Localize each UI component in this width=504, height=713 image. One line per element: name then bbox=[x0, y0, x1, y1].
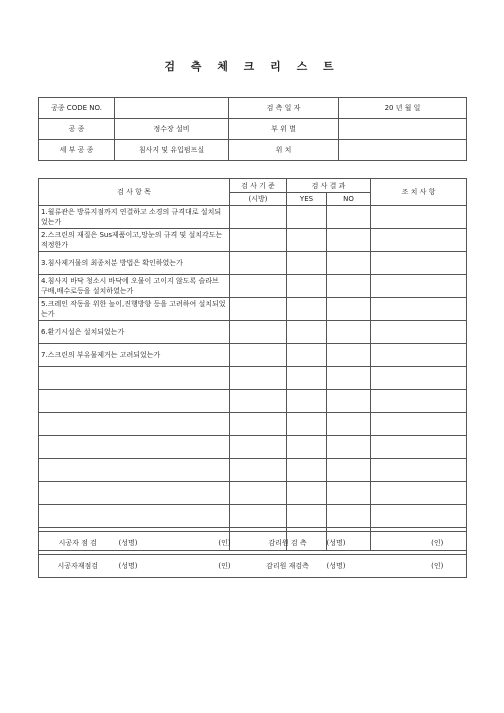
no-header: NO bbox=[327, 193, 371, 206]
item-action[interactable] bbox=[371, 459, 467, 482]
item-text bbox=[39, 505, 230, 528]
item-criteria[interactable] bbox=[230, 367, 287, 390]
item-criteria[interactable] bbox=[230, 436, 287, 459]
item-text bbox=[39, 482, 230, 505]
item-criteria[interactable] bbox=[230, 229, 287, 252]
items-header: 검 사 항 목 bbox=[39, 179, 230, 206]
result-header: 검 사 결 과 bbox=[287, 179, 371, 193]
item-action[interactable] bbox=[371, 505, 467, 528]
contractor-check-name[interactable]: (성명) bbox=[117, 532, 199, 555]
inspection-row bbox=[39, 275, 467, 298]
item-yes[interactable] bbox=[287, 275, 327, 298]
item-yes[interactable] bbox=[287, 252, 327, 275]
supervisor-check-name[interactable]: (성명) bbox=[325, 532, 409, 555]
inspection-row bbox=[39, 206, 467, 229]
item-yes[interactable] bbox=[287, 229, 327, 252]
item-text bbox=[39, 367, 230, 390]
supervisor-recheck-label: 감리원 재검측 bbox=[251, 555, 325, 578]
item-criteria[interactable] bbox=[230, 298, 287, 321]
item-no[interactable] bbox=[327, 229, 371, 252]
inspection-row bbox=[39, 344, 467, 367]
inspection-row bbox=[39, 413, 467, 436]
contractor-recheck-label: 시공자재점검 bbox=[39, 555, 117, 578]
item-no[interactable] bbox=[327, 482, 371, 505]
supervisor-check-seal[interactable]: (인) bbox=[409, 532, 467, 555]
item-no[interactable] bbox=[327, 390, 371, 413]
item-yes[interactable] bbox=[287, 390, 327, 413]
item-no[interactable] bbox=[327, 275, 371, 298]
item-text bbox=[39, 390, 230, 413]
item-text: 1.월류관은 방류지점까지 연결하고 소경의 규격대로 설치되었는가 bbox=[39, 206, 230, 229]
location-label: 위 치 bbox=[229, 140, 339, 161]
header-info-table bbox=[38, 97, 467, 161]
inspection-row bbox=[39, 390, 467, 413]
trade-label: 공 종 bbox=[39, 119, 115, 140]
item-criteria[interactable] bbox=[230, 275, 287, 298]
part-value[interactable] bbox=[339, 119, 467, 140]
supervisor-recheck-name[interactable]: (성명) bbox=[325, 555, 409, 578]
item-no[interactable] bbox=[327, 413, 371, 436]
item-text: 3.침사제거물의 최종처분 방법은 확인하였는가 bbox=[39, 252, 230, 275]
item-yes[interactable] bbox=[287, 413, 327, 436]
item-action[interactable] bbox=[371, 390, 467, 413]
item-yes[interactable] bbox=[287, 321, 327, 344]
item-action[interactable] bbox=[371, 252, 467, 275]
item-action[interactable] bbox=[371, 367, 467, 390]
item-yes[interactable] bbox=[287, 436, 327, 459]
item-no[interactable] bbox=[327, 298, 371, 321]
date-value[interactable]: 20 년 월 일 bbox=[339, 98, 467, 119]
code-label: 공종 CODE NO. bbox=[39, 98, 115, 119]
item-action[interactable] bbox=[371, 482, 467, 505]
item-criteria[interactable] bbox=[230, 321, 287, 344]
item-text: 2.스크린의 재질은 Sus제품이고,망눈의 규격 및 설치각도는 적정한가 bbox=[39, 229, 230, 252]
item-criteria[interactable] bbox=[230, 390, 287, 413]
item-action[interactable] bbox=[371, 344, 467, 367]
inspection-row bbox=[39, 482, 467, 505]
item-criteria[interactable] bbox=[230, 344, 287, 367]
contractor-recheck-seal[interactable]: (인) bbox=[199, 555, 251, 578]
item-criteria[interactable] bbox=[230, 206, 287, 229]
criteria-sub-header: (시방) bbox=[230, 193, 287, 206]
item-text: 4.침사지 바닥 청소시 바닥에 오물이 고이지 않도록 슬라브 구배,배수로등을 설치하였는가 bbox=[39, 275, 230, 298]
contractor-check-label: 시공자 점 검 bbox=[39, 532, 117, 555]
item-criteria[interactable] bbox=[230, 482, 287, 505]
item-text bbox=[39, 459, 230, 482]
inspection-row bbox=[39, 367, 467, 390]
item-text: 5.크레인 작동을 위한 높이,진행방향 등을 고려하여 설치되었는가 bbox=[39, 298, 230, 321]
location-value[interactable] bbox=[339, 140, 467, 161]
item-no[interactable] bbox=[327, 344, 371, 367]
subtrade-value[interactable]: 침사지 및 유입펌프실 bbox=[115, 140, 229, 161]
item-action[interactable] bbox=[371, 436, 467, 459]
page-title: 검 측 체 크 리 스 트 bbox=[164, 60, 340, 73]
subtrade-label: 세 부 공 종 bbox=[39, 140, 115, 161]
inspection-table bbox=[38, 178, 467, 551]
signature-table bbox=[38, 531, 467, 578]
yes-header: YES bbox=[287, 193, 327, 206]
item-text bbox=[39, 436, 230, 459]
inspection-row bbox=[39, 252, 467, 275]
supervisor-check-label: 감리원 검 측 bbox=[251, 532, 325, 555]
item-text: 7.스크린의 부유물제거는 고려되었는가 bbox=[39, 344, 230, 367]
item-action[interactable] bbox=[371, 275, 467, 298]
supervisor-recheck-seal[interactable]: (인) bbox=[409, 555, 467, 578]
item-text: 6.환기시설은 설치되었는가 bbox=[39, 321, 230, 344]
item-action[interactable] bbox=[371, 229, 467, 252]
action-header: 조 치 사 항 bbox=[371, 179, 467, 206]
item-yes[interactable] bbox=[287, 505, 327, 528]
item-no[interactable] bbox=[327, 459, 371, 482]
item-yes[interactable] bbox=[287, 344, 327, 367]
item-criteria[interactable] bbox=[230, 413, 287, 436]
item-no[interactable] bbox=[327, 321, 371, 344]
item-yes[interactable] bbox=[287, 482, 327, 505]
item-yes[interactable] bbox=[287, 206, 327, 229]
inspection-row bbox=[39, 436, 467, 459]
inspection-row bbox=[39, 229, 467, 252]
item-no[interactable] bbox=[327, 367, 371, 390]
inspection-row bbox=[39, 459, 467, 482]
item-yes[interactable] bbox=[287, 367, 327, 390]
item-criteria[interactable] bbox=[230, 459, 287, 482]
item-yes[interactable] bbox=[287, 298, 327, 321]
item-action[interactable] bbox=[371, 413, 467, 436]
inspection-row bbox=[39, 298, 467, 321]
item-action[interactable] bbox=[371, 298, 467, 321]
inspection-row bbox=[39, 321, 467, 344]
contractor-recheck-name[interactable]: (성명) bbox=[117, 555, 199, 578]
item-no[interactable] bbox=[327, 436, 371, 459]
part-label: 부 위 별 bbox=[229, 119, 339, 140]
item-no[interactable] bbox=[327, 252, 371, 275]
item-criteria[interactable] bbox=[230, 505, 287, 528]
item-action[interactable] bbox=[371, 321, 467, 344]
item-no[interactable] bbox=[327, 206, 371, 229]
criteria-header: 검 사 기 준 bbox=[230, 179, 287, 193]
contractor-check-seal[interactable]: (인) bbox=[199, 532, 251, 555]
date-label: 검 측 일 자 bbox=[229, 98, 339, 119]
item-yes[interactable] bbox=[287, 459, 327, 482]
trade-value[interactable]: 정수장 설비 bbox=[115, 119, 229, 140]
item-no[interactable] bbox=[327, 505, 371, 528]
item-text bbox=[39, 413, 230, 436]
inspection-row bbox=[39, 505, 467, 528]
item-criteria[interactable] bbox=[230, 252, 287, 275]
code-value[interactable] bbox=[115, 98, 229, 119]
item-action[interactable] bbox=[371, 206, 467, 229]
